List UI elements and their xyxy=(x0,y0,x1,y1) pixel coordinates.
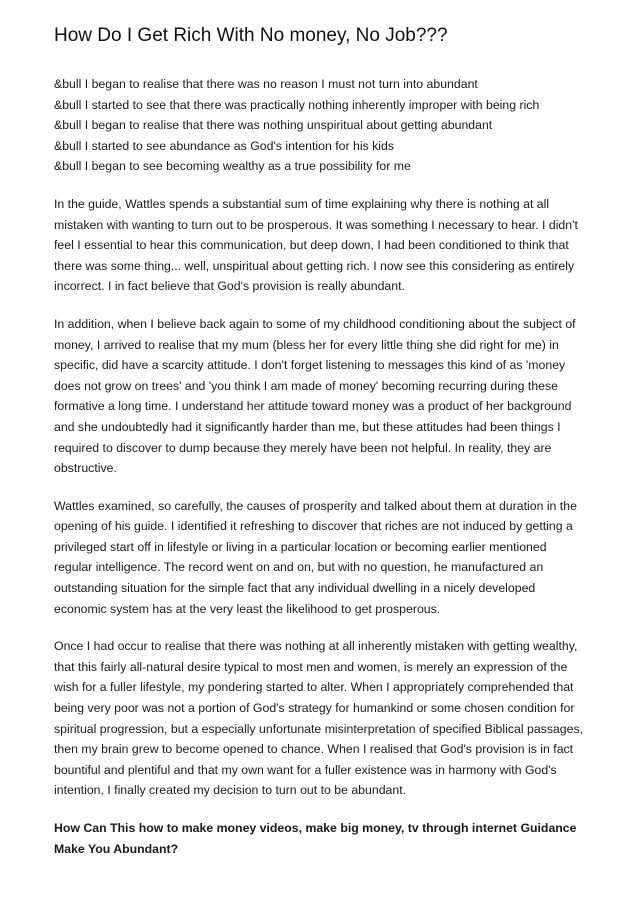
paragraph-causes-of-prosperity: Wattles examined, so carefully, the causes of prosperity and talked about them at duration in the opening of his guide. I identified it refreshing to discover that riches are not induced by getting a privileged start off in lifestyle or living in a particular location or becoming earlier mentioned regular intelligence. The record went on and on, but with no question, he manufactured an outstanding situation for the simple fact that any individual dwelling in a nicely developed economic system has at the very least the likelihood to get prosperous. xyxy=(54,498,577,616)
paragraph-childhood-conditioning: In addition, when I believe back again to some of my childhood conditioning about the subject of money, I arrived to realise that my mum (bless her for every little thing she did right for me) in specific, did have a scarcity attitude. I don't forget listening to messages this kind of as 'money does not grow on trees' and 'you think I am made of money' becoming recurring during these formative a long time. I understand her attitude toward money was a product of her background and she undoubtedly had it significantly harder than me, but these attitudes had been things I required to discover to dump because they merely have been not helpful. In reality, they are obstructive. xyxy=(54,316,576,476)
paragraph-thinking-changed: Once I had occur to realise that there was nothing at all inherently mistaken with getting wealthy, that this fairly all-natural desire typical to most men and women, is merely an expression of the wish for a fuller lifestyle, my pondering started to alter. When I appropriately comprehended that being very poor was not a portion of God's strategy for humankind or some chosen condition for spiritual progression, but a especially unfortunate misinterpretation of specified Biblical passages, then my brain grew to become opened to chance. When I realised that God's provision is in fact bountiful and plentiful and that my own want for a fuller existence was in harmony with God's intention, I finally created my decision to turn out to be abundant. xyxy=(54,639,584,798)
bullet-item: &bull I began to see becoming wealthy as a true possibility for me xyxy=(54,159,411,174)
bullet-item: &bull I began to realise that there was no reason I must not turn into abundant xyxy=(54,77,478,91)
document-page xyxy=(54,24,588,876)
bullet-item: &bull I started to see that there was practically nothing inherently improper with being rich xyxy=(54,97,540,112)
page-title: How Do I Get Rich With No money, No Job??? xyxy=(54,25,448,46)
paragraph-wattles-guide: In the guide, Wattles spends a substantial sum of time explaining why there is nothing at all mistaken with wanting to turn out to be prosperous. It was something I necessary to hear. I didn't feel I essential to hear this communication, but deep down, I had been conditioned to think that there was some thing... well, unspiritual about getting rich. I now see this considering as entirely incorrect. I in fact believe that God's provision is really abundant. xyxy=(54,196,578,294)
bullet-item: &bull I started to see abundance as God's intention for his kids xyxy=(54,138,395,153)
closing-heading: How Can This how to make money videos, make big money, tv through internet Guidance Make You Abundant? xyxy=(54,821,577,856)
bullet-item: &bull I began to realise that there was nothing unspiritual about getting abundant xyxy=(54,118,493,133)
bullet-list xyxy=(54,74,588,177)
